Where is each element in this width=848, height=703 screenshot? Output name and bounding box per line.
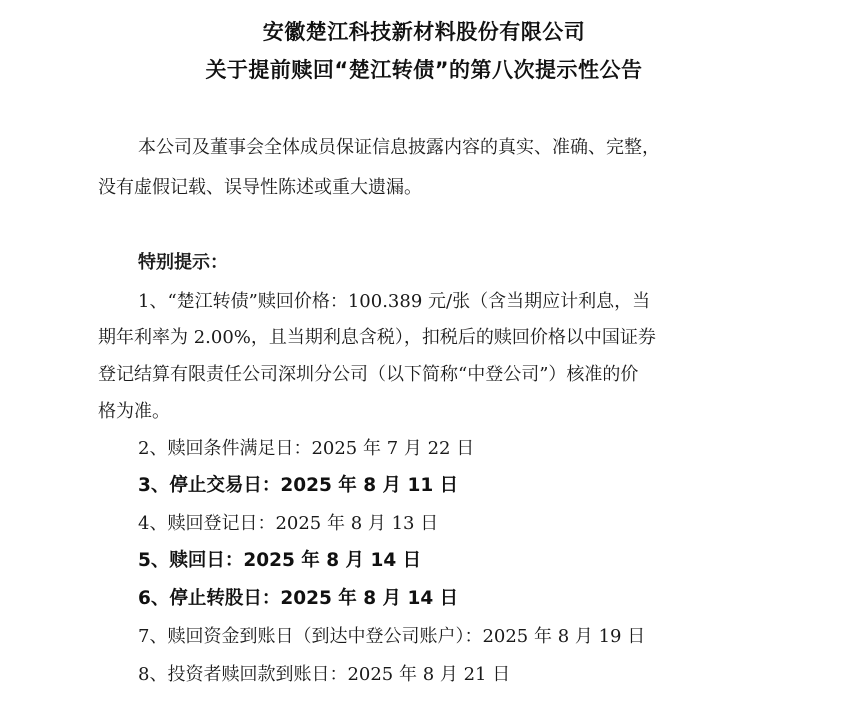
- notice-item-3: 3、停止交易日：2025 年 8 月 11 日: [138, 475, 459, 496]
- statement-line-1: 本公司及董事会全体成员保证信息披露内容的真实、准确、完整，: [138, 137, 660, 158]
- notice-item-5: 5、赎回日：2025 年 8 月 14 日: [138, 550, 422, 571]
- notice-item-2: 2、赎回条件满足日：2025 年 7 月 22 日: [138, 438, 475, 459]
- notice-item-1-line-4: 格为准。: [98, 401, 170, 422]
- statement-line-2: 没有虚假记载、误导性陈述或重大遗漏。: [98, 177, 422, 198]
- special-notice-heading: 特别提示：: [138, 252, 228, 273]
- company-name-title: 安徽楚江科技新材料股份有限公司: [262, 20, 586, 44]
- notice-item-8: 8、投资者赎回款到账日：2025 年 8 月 21 日: [138, 664, 511, 685]
- notice-item-4: 4、赎回登记日：2025 年 8 月 13 日: [138, 513, 439, 534]
- notice-item-1-line-1: 1、“楚江转债”赎回价格：100.389 元/张（含当期应计利息，当: [138, 291, 651, 312]
- notice-item-1-line-2: 期年利率为 2.00%，且当期利息含税），扣税后的赎回价格以中国证券: [98, 327, 656, 348]
- notice-item-1-line-3: 登记结算有限责任公司深圳分公司（以下简称“中登公司”）核准的价: [98, 364, 639, 385]
- announcement-title: 关于提前赎回“楚江转债”的第八次提示性公告: [205, 58, 643, 82]
- notice-item-7: 7、赎回资金到账日（到达中登公司账户）：2025 年 8 月 19 日: [138, 626, 646, 647]
- notice-item-6: 6、停止转股日：2025 年 8 月 14 日: [138, 588, 459, 609]
